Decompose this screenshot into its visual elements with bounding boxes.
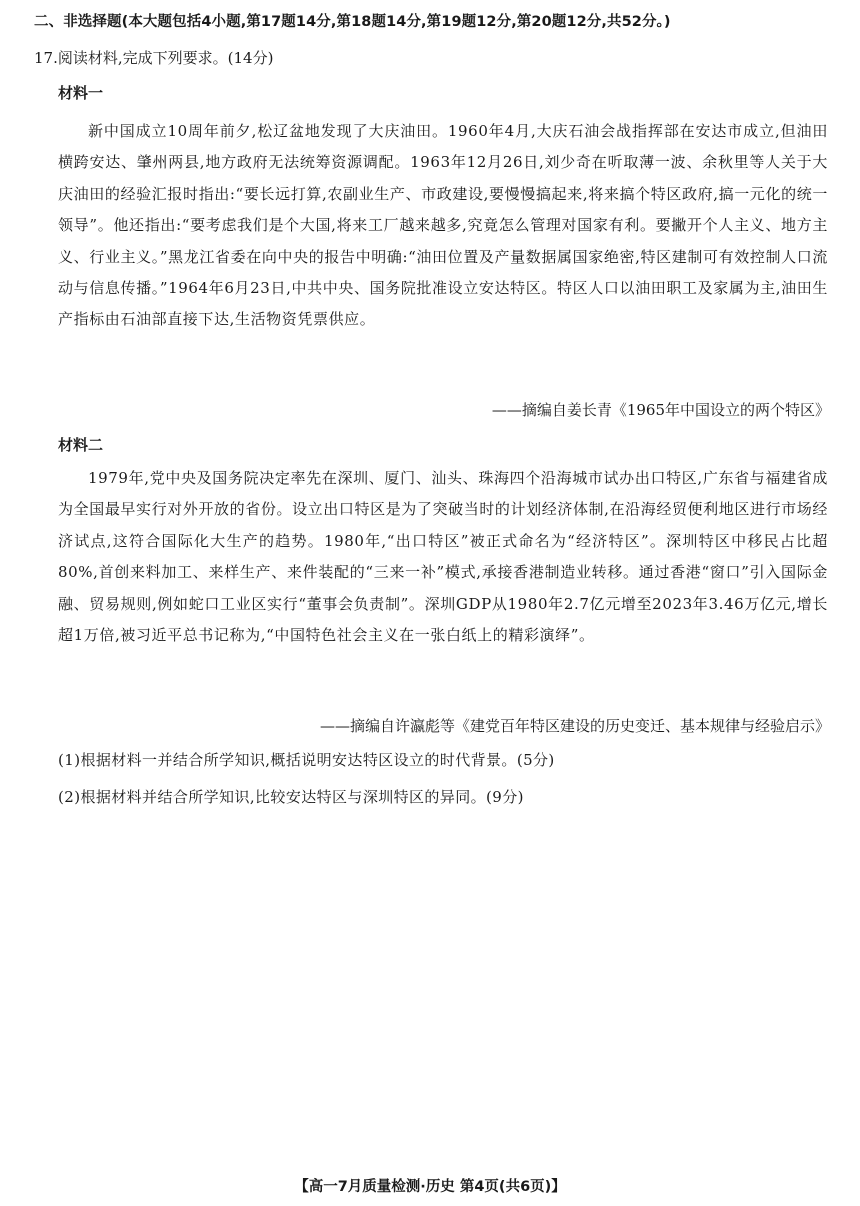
page-footer: 【高一7月质量检测·历史 第4页(共6页)】	[294, 1179, 566, 1195]
sub-question-2: (2)根据材料并结合所学知识,比较安达特区与深圳特区的异同。(9分)	[58, 788, 524, 806]
material-2-label: 材料二	[58, 436, 104, 454]
sub-question-1: (1)根据材料一并结合所学知识,概括说明安达特区设立的时代背景。(5分)	[58, 751, 555, 769]
material-1-label: 材料一	[58, 84, 104, 102]
material-2-text: 1979年,党中央及国务院决定率先在深圳、厦门、汕头、珠海四个沿海城市试办出口特区,广东省与福建省成为全国最早实行对外开放的省份。设立出口特区是为了突破当时的计划经济体制,在沿海经贸便利地区进行市场经济试点,这符合国际化大生产的趋势。1980年,“出口特区”被正式命名为“经济特区”。深圳特区中移民占比超80%,首创来料加工、来样生产、来件装配的“三来一补”模式,承接香港制造业转移。通过香港“窗口”引入国际金融、贸易规则,例如蛇口工业区实行“董事会负责制”。深圳GDP从1980年2.7亿元增至2023年3.46万亿元,增长超1万倍,被习近平总书记称为,“中国特色社会主义在一张白纸上的精彩演绎”。	[58, 469, 828, 645]
question-title: 17.阅读材料,完成下列要求。(14分)	[34, 49, 274, 67]
material-1-text: 新中国成立10周年前夕,松辽盆地发现了大庆油田。1960年4月,大庆石油会战指挥部在安达市成立,但油田横跨安达、肇州两县,地方政府无法统筹资源调配。1963年12月26日,刘少奇在听取薄一波、余秋里等人关于大庆油田的经验汇报时指出:“要长远打算,农副业生产、市政建设,要慢慢搞起来,将来搞个特区政府,搞一元化的统一领导”。他还指出:“要考虑我们是个大国,将来工厂越来越多,究竟怎么管理对国家有利。要撇开个人主义、地方主义、行业主义。”黑龙江省委在向中央的报告中明确:“油田位置及产量数据属国家绝密,特区建制可有效控制人口流动与信息传播。”1964年6月23日,中共中央、国务院批准设立安达特区。特区人口以油田职工及家属为主,油田生产指标由石油部直接下达,生活物资凭票供应。	[58, 122, 828, 329]
material-1-source: ——摘编自姜长青《1965年中国设立的两个特区》	[491, 401, 830, 419]
section-heading: 二、非选择题(本大题包括4小题,第17题14分,第18题14分,第19题12分,第20题12分,共52分。)	[34, 14, 671, 30]
material-2-source: ——摘编自许瀛彪等《建党百年特区建设的历史变迁、基本规律与经验启示》	[319, 717, 830, 735]
